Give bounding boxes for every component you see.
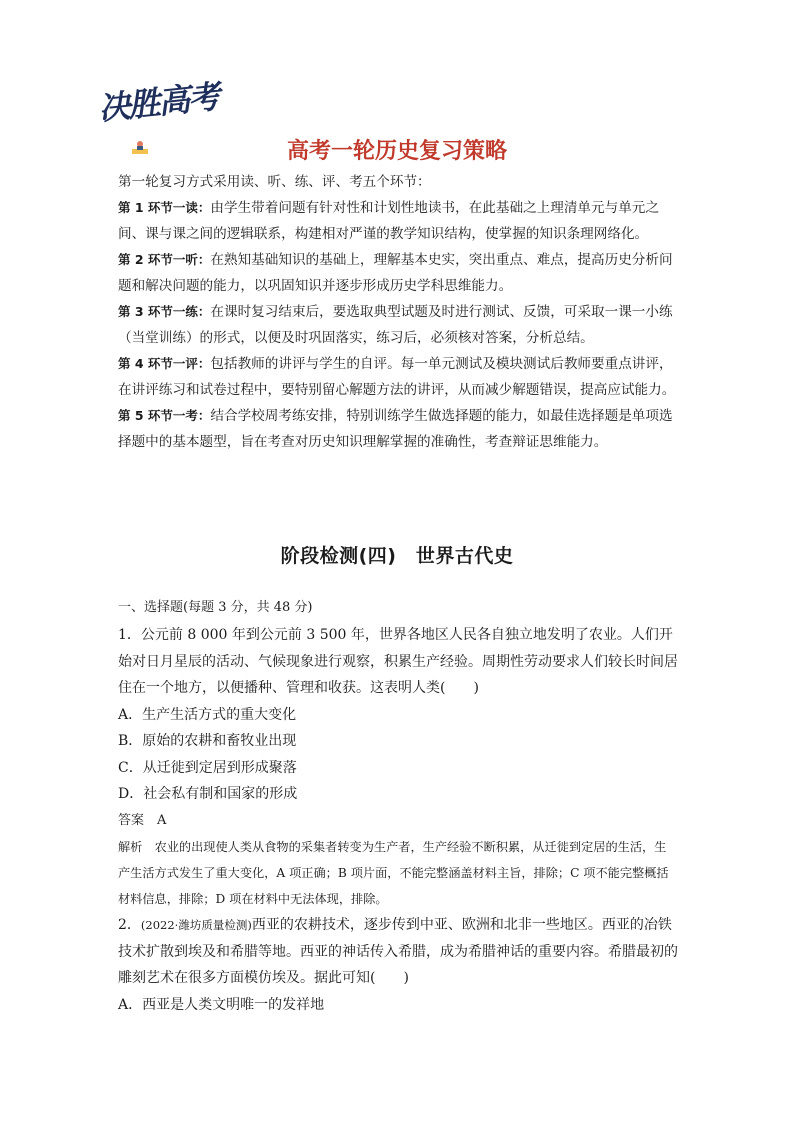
question-1-option-d: D．社会私有制和国家的形成 [118, 786, 298, 802]
step-label: 第 2 环节一听： [118, 252, 211, 267]
step-2 [118, 247, 678, 299]
question-source: (2022·潍坊质量检测) [140, 918, 252, 932]
question-1-option-a: A．生产生活方式的重大变化 [118, 706, 297, 723]
analysis-text: 农业的出现使人类从食物的采集者转变为生产者，生产经验不断积累，从迁徙到定居的生活，生产生活方式发生了重大变化，A 项正确；B 项片面，不能完整涵盖材料主旨，排除；C 项不能完整概括材料信息，排除；D 项在材料中无法体现，排除。 [118, 840, 669, 906]
step-1 [118, 195, 678, 247]
step-text: 结合学校周考练安排，特别训练学生做选择题的能力，如最佳选择题是单项选择题中的基本题型，旨在考查对历史知识理解掌握的准确性，考查辩证思维能力。 [118, 408, 673, 450]
step-label: 第 1 环节一读： [118, 200, 211, 215]
document-title: 高考一轮历史复习策略 [286, 139, 507, 164]
question-1-option-b: B．原始的农耕和畜牧业出现 [118, 733, 297, 749]
step-text: 由学生带着问题有针对性和计划性地读书，在此基础之上理清单元与单元之间、课与课之间的逻辑联系，构建相对严谨的教学知识结构，使掌握的知识条理网络化。 [118, 200, 659, 242]
step-3 [118, 299, 678, 351]
question-1-answer [118, 808, 678, 835]
question-2-option-a: A．西亚是人类文明唯一的发祥地 [118, 996, 325, 1013]
answer-label: 答案 [118, 812, 145, 828]
study-strategy [118, 170, 678, 455]
answer-value: A [157, 812, 167, 828]
question-2-stem [118, 912, 678, 992]
step-label: 第 4 环节一评： [118, 356, 211, 371]
step-label: 第 3 环节一练： [118, 304, 211, 319]
intro-line: 第一轮复习方式采用读、听、练、评、考五个环节： [118, 174, 431, 190]
question-text: 西亚的农耕技术，逐步传到中亚、欧洲和北非一些地区。西亚的冶铁技术扩散到埃及和希腊等地。西亚的神话传入希腊，成为希腊神话的重要内容。希腊最初的雕刻艺术在很多方面模仿埃及。据此可知( ) [118, 917, 678, 986]
step-text: 包括教师的讲评与学生的自评。每一单元测试及模块测试后教师要重点讲评，在讲评练习和试卷过程中，要特别留心解题方法的讲评，从而减少解题错误，提高应试能力。 [118, 356, 676, 398]
section-title: 阶段检测(四) 世界古代史 [280, 545, 514, 567]
step-label: 第 5 环节一考： [118, 408, 211, 423]
section-heading: 一、选择题(每题 3 分，共 48 分) [118, 600, 313, 615]
step-4 [118, 351, 678, 403]
question-1-option-c: C．从迁徙到定居到形成聚落 [118, 759, 297, 776]
question-section [118, 598, 678, 1018]
step-text: 在熟知基础知识的基础上，理解基本史实，突出重点、难点，提高历史分析问题和解决问题的能力，以巩固知识并逐步形成历史学科思维能力。 [118, 252, 673, 294]
step-5 [118, 403, 678, 455]
question-1-analysis [118, 834, 678, 912]
question-1-stem: 1．公元前 8 000 年到公元前 3 500 年，世界各地区人民各自独立地发明了农业。人们开始对日月星辰的活动、气候现象进行观察，积累生产经验。周期性劳动要求人们较长时间居住在一个地方，以便播种、管理和收获。这表明人类( ) [118, 627, 678, 696]
question-number: 2． [118, 917, 141, 933]
step-text: 在课时复习结束后，要选取典型试题及时进行测试、反馈，可采取一课一小练（当堂训练）的形式，以便及时巩固落实，练习后，必须核对答案，分析总结。 [118, 304, 673, 346]
logo-text: 决胜高考 [96, 77, 220, 128]
analysis-label: 解析 [118, 840, 143, 854]
